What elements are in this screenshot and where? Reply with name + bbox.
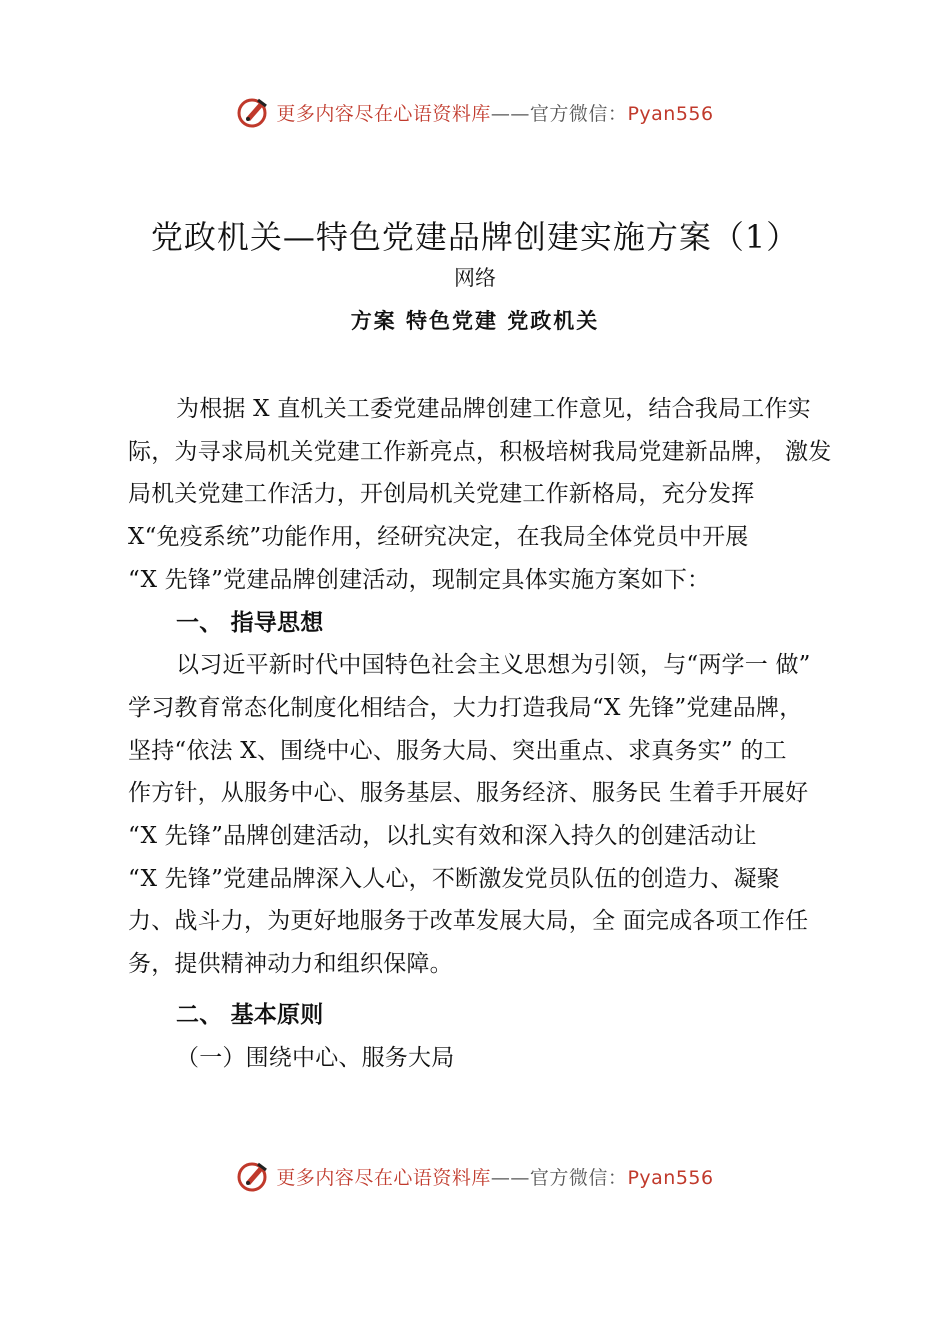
watermark-wechat-label: 官方微信：: [529, 1166, 628, 1189]
watermark-content: [236, 1158, 713, 1194]
watermark-wechat-id: Pyan556: [627, 102, 714, 125]
paragraph-line: 坚持“依法 X、围绕中心、服务大局、突出重点、求真务实” 的工: [128, 737, 787, 764]
watermark-wechat-id: Pyan556: [627, 1166, 714, 1189]
paragraph-line: 以习近平新时代中国特色社会主义思想为引领，与“两学一 做”: [176, 652, 811, 679]
paragraph-line: （一）围绕中心、服务大局: [176, 1044, 455, 1071]
watermark-main-text: 更多内容尽在心语资料库: [276, 102, 491, 125]
paragraph-line: 务，提供精神动力和组织保障。: [128, 951, 453, 978]
section-heading: 二、 基本原则: [176, 1000, 324, 1028]
paragraph-line: 学习教育常态化制度化相结合，大力打造我局“X 先锋”党建品牌，: [128, 694, 803, 721]
paragraph-line: “X 先锋”党建品牌深入人心，不断激发党员队伍的创造力、凝聚: [128, 865, 780, 892]
document-title: 党政机关—特色党建品牌创建实施方案（1）: [150, 218, 800, 256]
pen-seal-logo-icon: [236, 1158, 272, 1194]
section-heading: 一、 指导思想: [176, 608, 324, 636]
paragraph-line: 际，为寻求局机关党建工作新亮点，积极培树我局党建新品牌， 激发: [128, 438, 832, 465]
watermark-separator: ——: [490, 102, 530, 125]
paragraph-line: X“免疫系统”功能作用，经研究决定，在我局全体党员中开展: [128, 524, 749, 551]
watermark-banner-top: [0, 90, 950, 134]
document-keywords: 方案 特色党建 党政机关: [350, 308, 600, 333]
watermark-content: [236, 94, 713, 130]
paragraph-line: “X 先锋”品牌创建活动，以扎实有效和深入持久的创建活动让: [128, 823, 757, 849]
pen-seal-logo-icon: [236, 94, 272, 130]
paragraph-line: 力、战斗力，为更好地服务于改革发展大局，全 面完成各项工作任: [128, 908, 809, 935]
watermark-banner-bottom: [0, 1154, 950, 1198]
watermark-wechat-label: 官方微信：: [529, 102, 628, 125]
paragraph-line: “X 先锋”党建品牌创建活动，现制定具体实施方案如下：: [128, 566, 711, 593]
watermark-separator: ——: [490, 1166, 530, 1189]
watermark-text: [276, 99, 713, 126]
paragraph-line: 为根据 X 直机关工委党建品牌创建工作意见，结合我局工作实: [176, 396, 811, 422]
document-author: 网络: [454, 266, 496, 290]
watermark-text: [276, 1163, 713, 1190]
watermark-main-text: 更多内容尽在心语资料库: [276, 1166, 491, 1189]
paragraph-line: 作方针，从服务中心、服务基层、服务经济、服务民 生着手开展好: [128, 780, 809, 807]
paragraph-line: 局机关党建工作活力，开创局机关党建工作新格局，充分发挥: [128, 481, 755, 508]
